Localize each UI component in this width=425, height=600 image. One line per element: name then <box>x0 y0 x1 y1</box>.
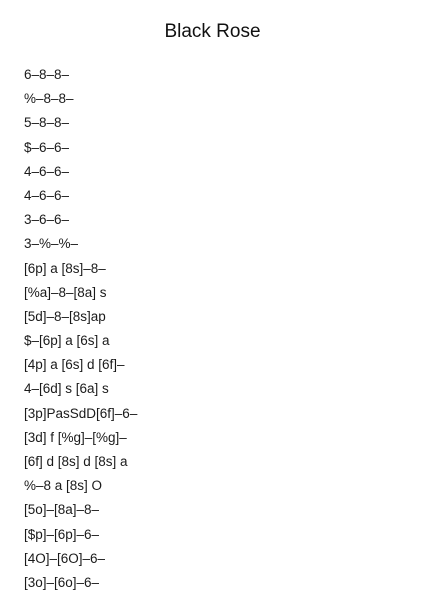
notation-line: 3–%–%– <box>24 236 79 252</box>
notation-line: [4p] a [6s] d [6f]– <box>24 357 125 373</box>
notation-line: [5o]–[8a]–8– <box>24 502 100 518</box>
notation-line: 4–6–6– <box>24 187 70 203</box>
notation-line: [6f] d [8s] d [8s] a <box>24 454 128 469</box>
notation-line: [%a]–8–[8a] s <box>24 284 107 300</box>
notation-line: [3p]PasSdD[6f]–6– <box>24 405 138 421</box>
notation-line: %–8 a [8s] O <box>24 478 103 494</box>
notation-lines <box>24 63 137 595</box>
notation-line: %–8–8– <box>24 91 74 107</box>
notation-line: [5d]–8–[8s]ap <box>24 308 106 324</box>
notation-line: 4–[6d] s [6a] s <box>24 381 109 397</box>
notation-line: 5–8–8– <box>24 115 70 131</box>
notation-line: [3o]–[6o]–6– <box>24 574 100 590</box>
notation-line: [$p]–[6p]–6– <box>24 526 100 542</box>
notation-line: [3d] f [%g]–[%g]– <box>24 429 127 445</box>
notation-line: [6p] a [8s]–8– <box>24 260 106 276</box>
notation-line: 3–6–6– <box>24 212 70 228</box>
notation-line: 4–6–6– <box>24 163 70 179</box>
document-title: Black Rose <box>164 21 261 42</box>
notation-line: [4O]–[6O]–6– <box>24 550 106 566</box>
notation-line: 6–8–8– <box>24 67 70 82</box>
notation-line: $–[6p] a [6s] a <box>24 333 110 349</box>
notation-line: $–6–6– <box>24 139 70 155</box>
